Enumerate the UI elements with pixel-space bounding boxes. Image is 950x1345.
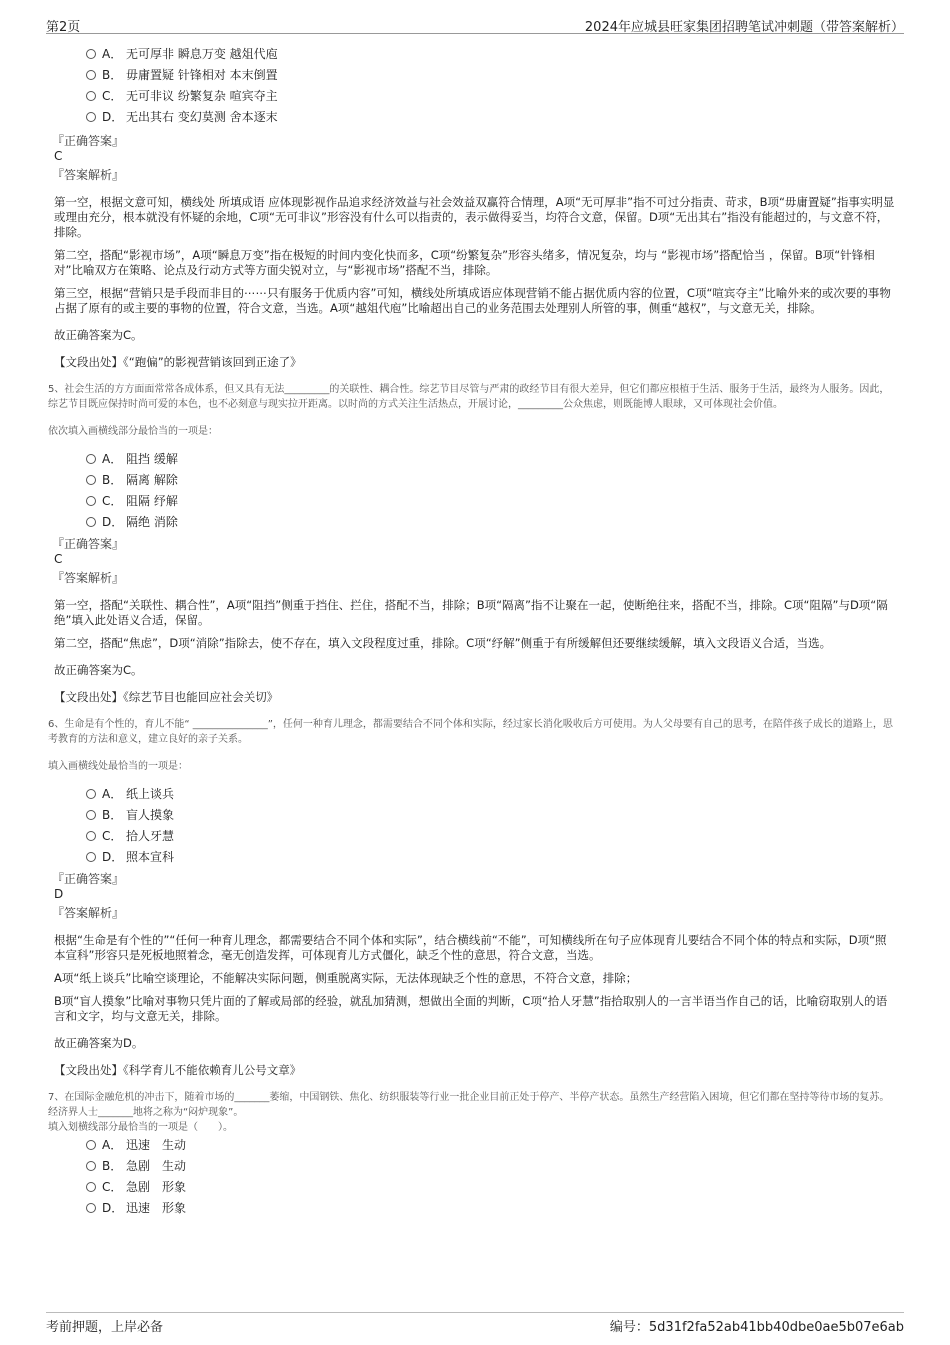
- document-title: 2024年应城县旺家集团招聘笔试冲刺题（带答案解析）: [584, 20, 904, 35]
- option-d[interactable]: D． 隔绝 消除: [86, 512, 896, 533]
- option-d[interactable]: D． 照本宣科: [86, 847, 896, 868]
- radio-icon[interactable]: [86, 496, 96, 506]
- analysis-label: 『答案解析』: [52, 571, 125, 585]
- radio-icon[interactable]: [86, 91, 96, 101]
- document-body: [48, 44, 896, 1219]
- question-4: [54, 44, 896, 370]
- analysis-paragraph: 第一空，搭配“关联性、耦合性”，A项“阻挡”侧重于挡住、拦住，搭配不当，排除；B项“隔离”指不让聚在一起，使断绝往来，搭配不当，排除。C项“阻隔”与D项“隔绝”填入此处语义合适，保留。: [54, 598, 888, 627]
- radio-icon[interactable]: [86, 475, 96, 485]
- radio-icon[interactable]: [86, 831, 96, 841]
- option-b[interactable]: B． 隔离 解除: [86, 470, 896, 491]
- page-header: [46, 16, 904, 34]
- analysis-label: 『答案解析』: [52, 906, 125, 920]
- footer-slogan: 考前押题，上岸必备: [46, 1320, 164, 1335]
- question-text: 6、生命是有个性的，育儿不能“ _______________”，任何一种育儿理念，都需要结合不同个体和实际，经过家长消化吸收后方可使用。为人父母要有自己的思考，在陪伴孩子成长的道路上，思考教育的方法和意义，建立良好的亲子关系。: [48, 719, 893, 745]
- answer-label: 『正确答案』: [52, 134, 125, 148]
- answer-value: C: [54, 149, 63, 163]
- analysis-paragraph: 第一空，根据文意可知，横线处 所填成语 应体现影视作品追求经济效益与社会效益双赢符合情理，A项“无可厚非”指不可过分指责、苛求，B项“毋庸置疑”指事实明显或理由充分，根本就没有怀疑的余地，C项“无可非议”形容没有什么可以指责的，表示做得妥当，均符合文意，保留。D项“无出其右”指没有能超过的，与文意不符，排除。: [54, 195, 895, 239]
- radio-icon[interactable]: [86, 1161, 96, 1171]
- option-a[interactable]: A． 阻挡 缓解: [86, 449, 896, 470]
- source-citation: 【文段出处】《“跑偏”的影视营销该回到正途了》: [54, 355, 302, 369]
- analysis-conclusion: 故正确答案为C。: [54, 328, 143, 342]
- radio-icon[interactable]: [86, 1203, 96, 1213]
- analysis-label: 『答案解析』: [52, 168, 125, 182]
- question-6: [48, 717, 896, 1078]
- source-citation: 【文段出处】《科学育儿不能依赖育儿公号文章》: [54, 1063, 302, 1077]
- analysis-conclusion: 故正确答案为C。: [54, 663, 143, 677]
- option-b[interactable]: B． 急剧 生动: [86, 1156, 896, 1177]
- radio-icon[interactable]: [86, 454, 96, 464]
- page-footer: [46, 1312, 904, 1335]
- radio-icon[interactable]: [86, 112, 96, 122]
- analysis-paragraph: 第二空，搭配“影视市场”，A项“瞬息万变”指在极短的时间内变化快而多，C项“纷繁复杂”形容头绪多，情况复杂，均与 “影视市场”搭配恰当 ，保留。B项“针锋相对”比喻双方在策略、论点及行动方式等方面尖锐对立，与“影视市场”搭配不当，排除。: [54, 248, 875, 277]
- option-a[interactable]: A． 迅速 生动: [86, 1135, 896, 1156]
- question-text: 5、社会生活的方方面面常常各成体系，但又具有无法_________的关联性、耦合性。综艺节目尽管与严肃的政经节目有很大差异，但它们都应根植于生活、服务于生活，最终为人服务。因此，综艺节目既应保持时尚可爱的本色，也不必刻意与现实拉开距离。以时尚的方式关注生活热点，开展讨论，_________公众焦虑，则既能博人眼球，又可体现社会价值。: [48, 384, 890, 410]
- analysis-conclusion: 故正确答案为D。: [54, 1036, 144, 1050]
- analysis-paragraph: 根据“生命是有个性的”“任何一种育儿理念，都需要结合不同个体和实际”，结合横线前“不能”，可知横线所在句子应体现育儿要结合不同个体的特点和实际，D项“照本宣科”形容只是死板地照着念，毫无创造发挥，可体现育儿方式僵化，缺乏个性的意思，符合文意，当选。: [54, 933, 887, 962]
- analysis-paragraph: B项“盲人摸象”比喻对事物只凭片面的了解或局部的经验，就乱加猜测，想做出全面的判断，C项“拾人牙慧”指拾取别人的一言半语当作自己的话，比喻窃取别人的语言和文字，均与文意无关，排除。: [54, 994, 888, 1023]
- answer-value: C: [54, 552, 63, 566]
- question-prompt: 填入画横线处最恰当的一项是：: [48, 761, 188, 772]
- question-text: 7、在国际金融危机的冲击下，随着市场的_______萎缩，中国钢铁、焦化、纺织服装等行业一批企业目前正处于停产、半停产状态。虽然生产经营陷入困境，但它们都在坚持等待市场的复苏。经济界人士_______地将之称为“闷炉现象”。: [48, 1092, 890, 1118]
- option-c[interactable]: C． 拾人牙慧: [86, 826, 896, 847]
- option-c[interactable]: C． 无可非议 纷繁复杂 喧宾夺主: [86, 86, 896, 107]
- radio-icon[interactable]: [86, 70, 96, 80]
- option-a[interactable]: A． 无可厚非 瞬息万变 越俎代庖: [86, 44, 896, 65]
- question-prompt: 依次填入画横线部分最恰当的一项是：: [48, 426, 218, 437]
- radio-icon[interactable]: [86, 789, 96, 799]
- page-number: 第2页: [46, 20, 81, 35]
- option-c[interactable]: C． 阻隔 纾解: [86, 491, 896, 512]
- question-7: [48, 1090, 896, 1219]
- analysis-paragraph: A项“纸上谈兵”比喻空谈理论，不能解决实际问题，侧重脱离实际，无法体现缺乏个性的意思，不符合文意，排除；: [54, 971, 638, 985]
- radio-icon[interactable]: [86, 810, 96, 820]
- question-5: [48, 382, 896, 705]
- answer-label: 『正确答案』: [52, 537, 125, 551]
- option-b[interactable]: B． 盲人摸象: [86, 805, 896, 826]
- source-citation: 【文段出处】《综艺节目也能回应社会关切》: [54, 690, 279, 704]
- option-a[interactable]: A． 纸上谈兵: [86, 784, 896, 805]
- answer-value: D: [54, 887, 64, 901]
- radio-icon[interactable]: [86, 49, 96, 59]
- option-d[interactable]: D． 无出其右 变幻莫测 舍本逐末: [86, 107, 896, 128]
- radio-icon[interactable]: [86, 1140, 96, 1150]
- analysis-paragraph: 第三空，根据“营销只是手段而非目的⋯⋯只有服务于优质内容”可知，横线处所填成语应体现营销不能占据优质内容的位置，C项“喧宾夺主”比喻外来的或次要的事物占据了原有的或主要的事物的位置，符合文意，当选。A项“越俎代庖”比喻超出自己的业务范围去处理别人所管的事，侧重“越权”，与文意无关，排除。: [54, 286, 891, 315]
- option-b[interactable]: B． 毋庸置疑 针锋相对 本末倒置: [86, 65, 896, 86]
- radio-icon[interactable]: [86, 517, 96, 527]
- answer-label: 『正确答案』: [52, 872, 125, 886]
- radio-icon[interactable]: [86, 1182, 96, 1192]
- document-code: 编号：5d31f2fa52ab41bb40dbe0ae5b07e6ab: [609, 1320, 904, 1335]
- analysis-paragraph: 第二空，搭配“焦虑”，D项“消除”指除去，使不存在，填入文段程度过重，排除。C项“纾解”侧重于有所缓解但还要继续缓解，填入文段语义合适，当选。: [54, 636, 832, 650]
- question-prompt: 填入划横线部分最恰当的一项是（ ）。: [48, 1122, 233, 1133]
- radio-icon[interactable]: [86, 852, 96, 862]
- option-c[interactable]: C． 急剧 形象: [86, 1177, 896, 1198]
- option-d[interactable]: D． 迅速 形象: [86, 1198, 896, 1219]
